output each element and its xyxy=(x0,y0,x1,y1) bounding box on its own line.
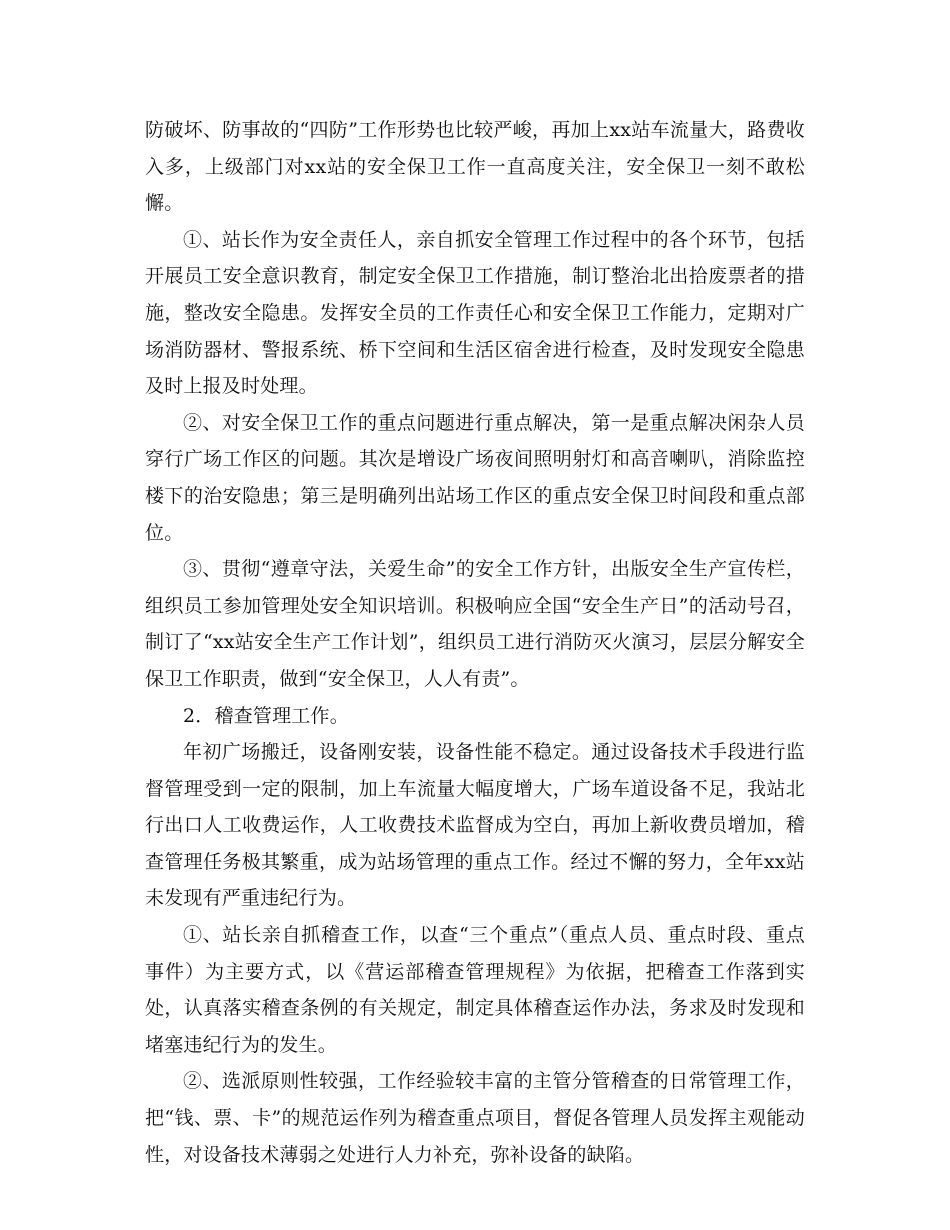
paragraph-safety-policy: ③、贯彻“遵章守法，关爱生命”的安全工作方针，出版安全生产宣传栏，组织员工参加管理处安全知识培训。积极响应全国“安全生产日”的活动号召，制订了“xx站安全生产工作计划”，组织员工进行消防灭火演习，层层分解安全保卫工作职责，做到“安全保卫，人人有责”。 xyxy=(145,558,805,690)
paragraph-safety-responsibility: ①、站长作为安全责任人，亲自抓安全管理工作过程中的各个环节，包括开展员工安全意识教育，制定安全保卫工作措施，制订整治北出拾废票者的措施，整改安全隐患。发挥安全员的工作责任心和安全保卫工作能力，定期对广场消防器材、警报系统、桥下空间和生活区宿舍进行检查，及时发现安全隐患及时上报及时处理。 xyxy=(145,228,805,398)
paragraph-audit-staffing: ②、选派原则性较强，工作经验较丰富的主管分管稽查的日常管理工作，把“钱、票、卡”的规范运作列为稽查重点项目，督促各管理人员发挥主观能动性，对设备技术薄弱之处进行人力补充，弥补设备的缺陷。 xyxy=(145,1070,805,1166)
paragraph-audit-method: ①、站长亲自抓稽查工作，以查“三个重点”（重点人员、重点时段、重点事件）为主要方式，以《营运部稽查管理规程》为依据，把稽查工作落到实处，认真落实稽查条例的有关规定，制定具体稽查运作办法，务求及时发现和堵塞违纪行为的发生。 xyxy=(145,924,805,1056)
document-body xyxy=(145,112,805,1173)
paragraph-audit-background: 年初广场搬迁，设备刚安装，设备性能不稳定。通过设备技术手段进行监督管理受到一定的限制，加上车流量大幅度增大，广场车道设备不足，我站北行出口人工收费运作，人工收费技术监督成为空白，再加上新收费员增加，稽查管理任务极其繁重，成为站场管理的重点工作。经过不懈的努力，全年xx站未发现有严重违纪行为。 xyxy=(145,741,805,910)
paragraph-key-issues: ②、对安全保卫工作的重点问题进行重点解决，第一是重点解决闲杂人员穿行广场工作区的问题。其次是增设广场夜间照明射灯和高音喇叭，消除监控楼下的治安隐患；第三是明确列出站场工作区的重点安全保卫时间段和重点部位。 xyxy=(145,411,805,544)
paragraph-continuation: 防破坏、防事故的“四防”工作形势也比较严峻，再加上xx站车流量大，路费收入多，上级部门对xx站的安全保卫工作一直高度关注，安全保卫一刻不敢松懈。 xyxy=(145,119,805,215)
section-heading-audit: 2．稽查管理工作。 xyxy=(183,704,349,727)
